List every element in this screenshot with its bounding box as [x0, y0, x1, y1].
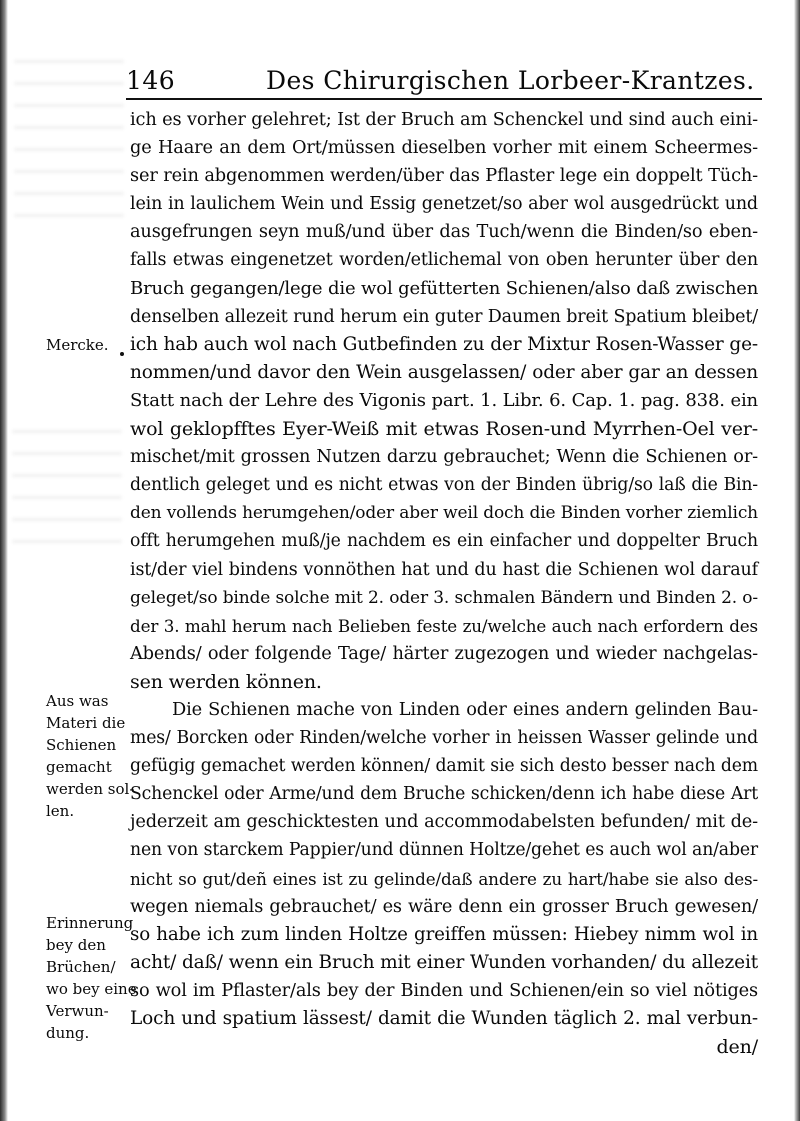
- text-line: ich hab auch wol nach Gutbefinden zu der Mixtur Rosen-Wasser ge-: [130, 333, 758, 355]
- text-line: Statt nach der Lehre des Vigonis part. 1. Libr. 6. Cap. 1. pag. 838. ein: [130, 389, 758, 411]
- text-line: gefügig gemachet werden können/ damit sie sich desto besser nach dem: [130, 756, 758, 777]
- scan-edge-left: [0, 0, 8, 1121]
- text-line: mes/ Borcken oder Rinden/welche vorher in heissen Wasser gelinde und: [130, 728, 758, 749]
- text-line: jederzeit am geschicktesten und accommodabelsten befunden/ mit de-: [130, 812, 758, 833]
- text-line: offt herumgehen muß/je nachdem es ein einfacher und doppelter Bruch: [130, 531, 758, 552]
- text-line: ist/der viel bindens vonnöthen hat und du hast die Schienen wol darauf: [130, 559, 758, 580]
- body-text: [130, 106, 758, 1061]
- text-line: Loch und spatium lässest/ damit die Wunden täglich 2. mal verbun-: [130, 1008, 758, 1029]
- margin-note-line: Materi die: [46, 714, 126, 732]
- margin-note-line: wo bey eine: [46, 980, 137, 998]
- text-line: lein in laulichem Wein und Essig genetzet/so aber wol ausgedrückt und: [130, 194, 758, 215]
- text-line: Abends/ oder folgende Tage/ härter zugezogen und wieder nachgelas-: [130, 643, 758, 664]
- text-line: geleget/so binde solche mit 2. oder 3. schmalen Bändern und Binden 2. o-: [130, 587, 758, 608]
- text-line: Die Schienen mache von Linden oder eines andern gelinden Bau-: [172, 699, 758, 720]
- scan-edge-right: [794, 0, 800, 1121]
- text-line: mischet/mit grossen Nutzen darzu gebrauchet; Wenn die Schienen or-: [130, 447, 758, 468]
- text-line: Schenckel oder Arme/und dem Bruche schicken/denn ich habe diese Art: [130, 784, 758, 805]
- margin-note-materi: [46, 690, 135, 822]
- margin-note-line: Schienen: [46, 736, 117, 754]
- margin-note-line: werden sol-: [46, 780, 135, 798]
- text-line: Bruch gegangen/lege die wol gefütterten Schienen/also daß zwischen: [130, 277, 759, 299]
- text-line: ausgefrungen seyn muß/und über das Tuch/wenn die Binden/so eben-: [130, 222, 758, 243]
- margin-note-line: Aus was: [46, 692, 109, 710]
- margin-note-mercke: [46, 334, 128, 356]
- margin-note-line: Mercke.: [46, 336, 109, 354]
- text-line: dentlich geleget und es nicht etwas von der Binden übrig/so laß die Bin-: [130, 475, 758, 496]
- text-line: der 3. mahl herum nach Belieben feste zu/welche auch nach erfordern des: [130, 615, 758, 636]
- page-number: 146: [126, 66, 176, 95]
- header-rule: [126, 98, 762, 100]
- text-line: falls etwas eingenetzet worden/etlichemal von oben herunter über den: [130, 250, 758, 271]
- text-line: denselben allezeit rund herum ein guter Daumen breit Spatium bleibet/: [130, 306, 758, 327]
- bleed-through-shadow: [12, 430, 122, 550]
- margin-note-line: len.: [46, 802, 75, 820]
- text-line: den vollends herumgehen/oder aber weil doch die Binden vorher ziemlich: [130, 503, 758, 524]
- bleed-through-shadow: [14, 60, 124, 230]
- text-line: so habe ich zum linden Holtze greiffen müssen: Hiebey nimm wol in: [130, 923, 758, 945]
- text-line: ser rein abgenommen werden/über das Pflaster lege ein doppelt Tüch-: [130, 166, 758, 187]
- page-header: [126, 62, 764, 96]
- text-line: acht/ daß/ wenn ein Bruch mit einer Wunden vorhanden/ du allezeit: [130, 951, 758, 973]
- text-line: sen werden können.: [130, 670, 322, 693]
- margin-note-line: bey den: [46, 936, 106, 954]
- running-head: Des Chirurgischen Lorbeer-Krantzes.: [266, 66, 755, 95]
- text-line: wegen niemals gebrauchet/ es wäre denn ein grosser Bruch gewesen/: [130, 896, 758, 917]
- text-line: nen von starckem Pappier/und dünnen Holtze/gehet es auch wol an/aber: [130, 840, 758, 861]
- margin-note-line: dung.: [46, 1024, 90, 1042]
- text-line: wol geklopfftes Eyer-Weiß mit etwas Rosen-und Myrrhen-Oel ver-: [130, 418, 758, 441]
- text-line: ge Haare an dem Ort/müssen dieselben vorher mit einem Scheermes-: [130, 138, 758, 159]
- margin-note-line: Verwun-: [46, 1002, 109, 1020]
- margin-note-line: Brüchen/: [46, 958, 116, 976]
- margin-note-line: gemacht: [46, 758, 112, 776]
- margin-note-line: Erinnerung: [46, 914, 134, 932]
- margin-mark-dot: [120, 352, 124, 356]
- text-line: nommen/und davor den Wein ausgelassen/ oder aber gar an dessen: [130, 361, 758, 383]
- text-line: so wol im Pflaster/als bey der Binden und Schienen/ein so viel nötiges: [130, 980, 758, 1001]
- text-line: nicht so gut/deñ eines ist zu gelinde/daß andere zu hart/habe sie also des-: [130, 868, 758, 889]
- text-line: ich es vorher gelehret; Ist der Bruch am Schenckel und sind auch eini-: [130, 110, 758, 130]
- text-line: den/: [716, 1036, 758, 1059]
- margin-note-erinnerung: [46, 912, 137, 1044]
